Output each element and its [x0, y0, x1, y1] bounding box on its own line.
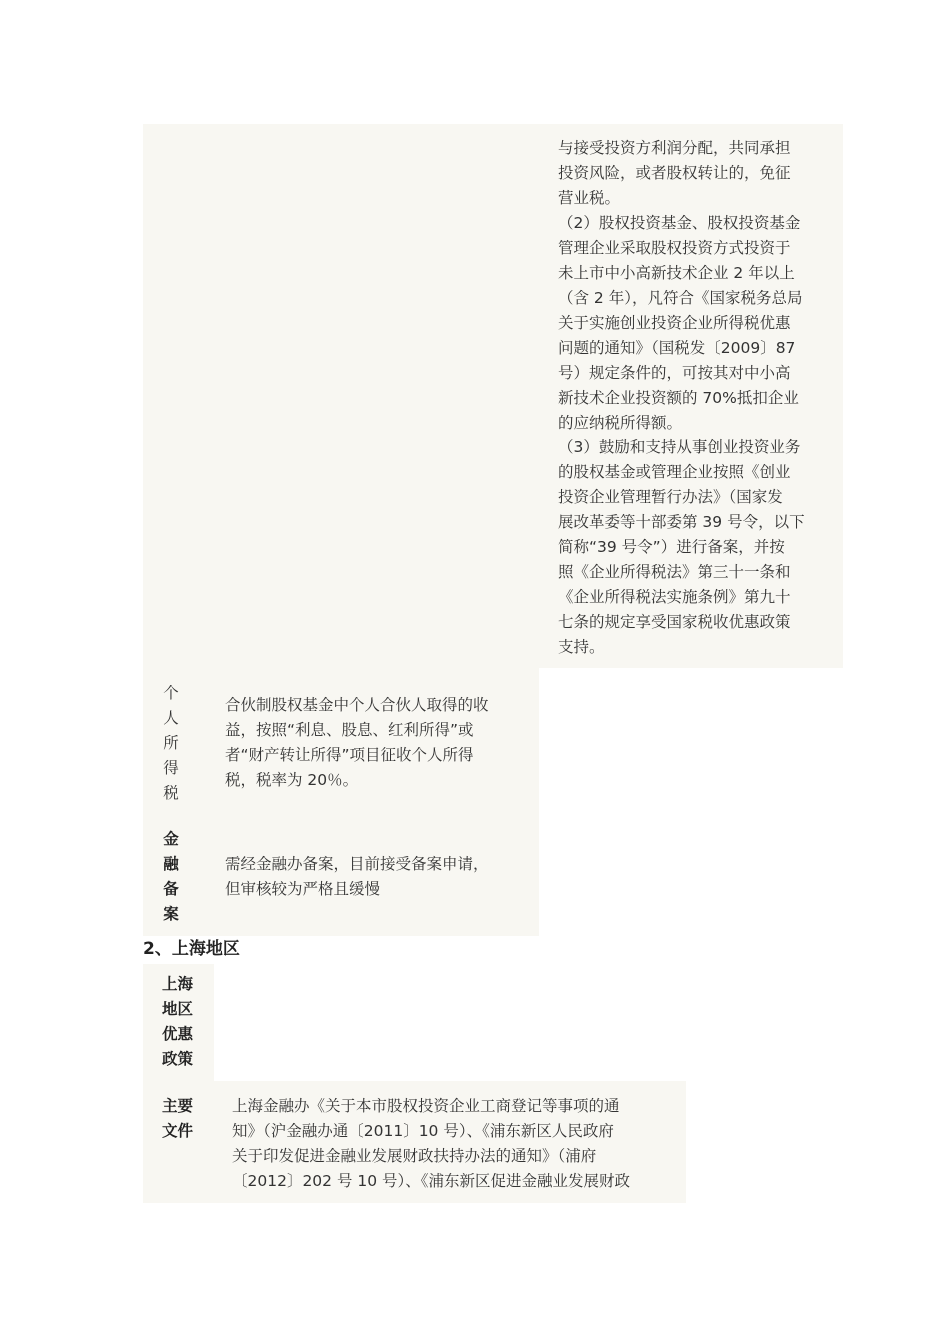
- enterprise-tax-paragraph-1: 与接受投资方利润分配，共同承担 投资风险，或者股权转让的，免征 营业税。: [558, 139, 791, 207]
- main-documents-content: 上海金融办《关于本市股权投资企业工商登记等事项的通 知》（沪金融办通〔2011〕10 号）、《浦东新区人民政府 关于印发促进金融业发展财政扶持办法的通知》（浦府 〔2012〕202 号 10 号）、《浦东新区促进金融业发展财政: [232, 1097, 631, 1190]
- enterprise-tax-paragraph-3: （3）鼓励和支持从事创业投资业务 的股权基金或管理企业按照《创业 投资企业管理暂行办法》（国家发 展改革委等十部委第 39 号令，以下 简称“39 号令”）进行备案，并按 照《企业所得税法》第三十一条和 《企业所得税法实施条例》第九十 七条的规定享受国家税收优惠政策 支持。: [558, 438, 805, 656]
- main-documents-label: 主要 文件: [162, 1097, 194, 1140]
- shanghai-section-heading: 2、上海地区: [143, 939, 240, 959]
- personal-income-tax-label: 个 人 所 得 税: [163, 684, 179, 802]
- enterprise-tax-paragraph-2: （2）股权投资基金、股权投资基金 管理企业采取股权投资方式投资于 未上市中小高新技术企业 2 年以上 （含 2 年），凡符合《国家税务总局 关于实施创业投资企业所得税优惠 问题的通知》（国税发〔2009〕87 号）规定条件的，可按其对中小高 新技术企业投资额的 70%抵扣企业 的应纳税所得额。: [558, 214, 803, 432]
- financial-filing-label: 金 融 备 案: [163, 830, 179, 923]
- financial-filing-content: 需经金融办备案，目前接受备案申请， 但审核较为严格且缓慢: [225, 855, 489, 898]
- shanghai-policy-label: 上海 地区 优惠 政策: [162, 975, 194, 1068]
- personal-income-tax-content: 合伙制股权基金中个人合伙人取得的收 益，按照“利息、股息、红利所得”或 者“财产转让所得”项目征收个人所得 税，税率为 20％。: [225, 696, 489, 789]
